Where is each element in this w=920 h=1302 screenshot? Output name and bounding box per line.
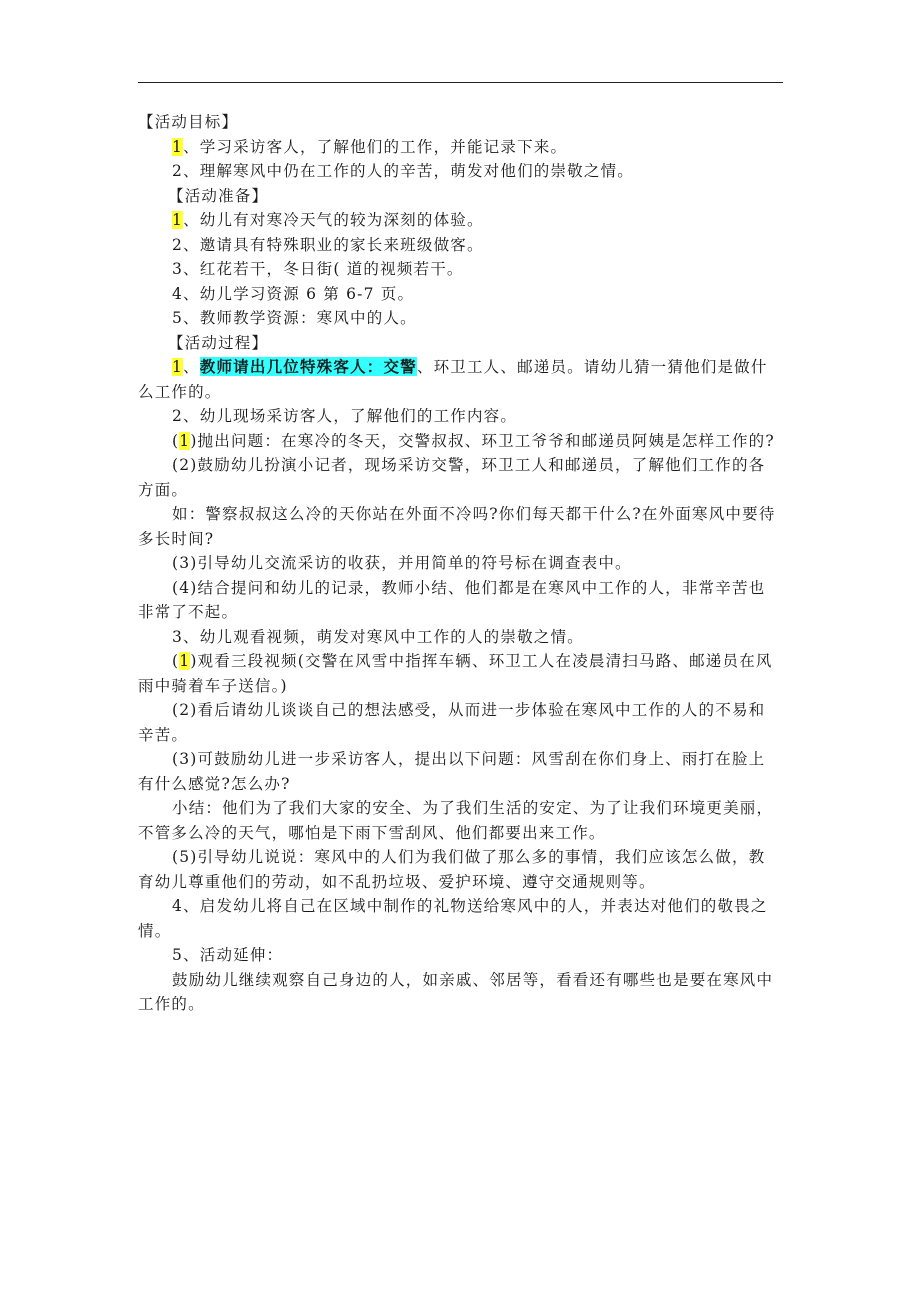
preparation-item-1: 1、幼儿有对寒冷天气的较为深刻的体验。 — [172, 211, 484, 229]
process-step-2-4: (4)结合提问和幼儿的记录，教师小结、他们都是在寒风中工作的人，非常辛苦也非常了不起。 — [138, 578, 766, 621]
process-step-3: 3、幼儿观看视频，萌发对寒风中工作的人的崇敬之情。 — [172, 627, 584, 646]
process-step-2-2: (2)鼓励幼儿扮演小记者，现场采访交警，环卫工人和邮递员，了解他们工作的各方面。 — [138, 456, 766, 499]
highlight-number: 1 — [172, 211, 184, 229]
process-heading: 【活动过程】 — [168, 333, 269, 352]
highlight-number: 1 — [172, 358, 184, 376]
process-step-3-summary: 小结：他们为了我们大家的安全、为了我们生活的安定、为了让我们环境更美丽，不管多么冷的天气，哪怕是下雨下雪刮风、他们都要出来工作。 — [138, 799, 774, 842]
process-step-2-example: 如：警察叔叔这么冷的天你站在外面不冷吗?你们每天都干什么?在外面寒风中要待多长时间? — [138, 505, 776, 548]
highlight-phrase: 教师请出几位特殊客人：交警 — [199, 357, 417, 376]
process-step-2-3: (3)引导幼儿交流采访的收获，并用简单的符号标在调查表中。 — [172, 554, 632, 572]
highlight-number: 1 — [179, 431, 191, 450]
process-step-3-5: (5)引导幼儿说说：寒风中的人们为我们做了那么多的事情，我们应该怎么做，教育幼儿尊重他们的劳动，如不乱扔垃圾、爱护环境、遵守交通规则等。 — [138, 848, 766, 891]
process-step-1: 1、教师请出几位特殊客人：交警、环卫工人、邮递员。请幼儿猜一猜他们是做什么工作的。 — [138, 357, 768, 401]
process-step-2-1: (1)抛出问题：在寒冷的冬天，交警叔叔、环卫工爷爷和邮递员阿姨是怎样工作的? — [172, 431, 775, 450]
objective-item-2: 2、理解寒风中仍在工作的人的辛苦，萌发对他们的崇敬之情。 — [172, 162, 634, 180]
preparation-item-4: 4、幼儿学习资源 6 第 6-7 页。 — [172, 284, 415, 303]
header-rule — [138, 82, 783, 83]
objective-item-1: 1、学习采访客人，了解他们的工作，并能记录下来。 — [172, 137, 568, 156]
highlight-number: 1 — [179, 652, 191, 670]
preparation-heading: 【活动准备】 — [168, 186, 269, 205]
preparation-item-2: 2、邀请具有特殊职业的家长来班级做客。 — [172, 235, 484, 254]
process-step-4: 4、启发幼儿将自己在区域中制作的礼物送给寒风中的人，并表达对他们的敬畏之情。 — [138, 897, 768, 940]
document-body — [138, 110, 780, 1017]
preparation-item-3: 3、红花若干，冬日街( 道的视频若干。 — [172, 260, 464, 278]
preparation-item-5: 5、教师教学资源：寒风中的人。 — [172, 309, 417, 327]
objectives-heading: 【活动目标】 — [138, 113, 239, 131]
process-step-3-2: (2)看后请幼儿谈谈自己的想法感受，从而进一步体验在寒风中工作的人的不易和辛苦。 — [138, 701, 766, 744]
process-step-3-1: (1)观看三段视频(交警在风雪中指挥车辆、环卫工人在凌晨清扫马路、邮递员在风雨中骑着车子送信。) — [138, 652, 773, 695]
process-step-3-3: (3)可鼓励幼儿进一步采访客人，提出以下问题：风雪刮在你们身上、雨打在脸上有什么感觉?怎么办? — [138, 750, 766, 793]
highlight-number: 1 — [172, 137, 184, 156]
process-step-5: 5、活动延伸： — [172, 946, 284, 964]
process-step-2: 2、幼儿现场采访客人，了解他们的工作内容。 — [172, 407, 518, 425]
process-step-5-text: 鼓励幼儿继续观察自己身边的人，如亲戚、邻居等，看看还有哪些也是要在寒风中工作的。 — [138, 970, 774, 1013]
